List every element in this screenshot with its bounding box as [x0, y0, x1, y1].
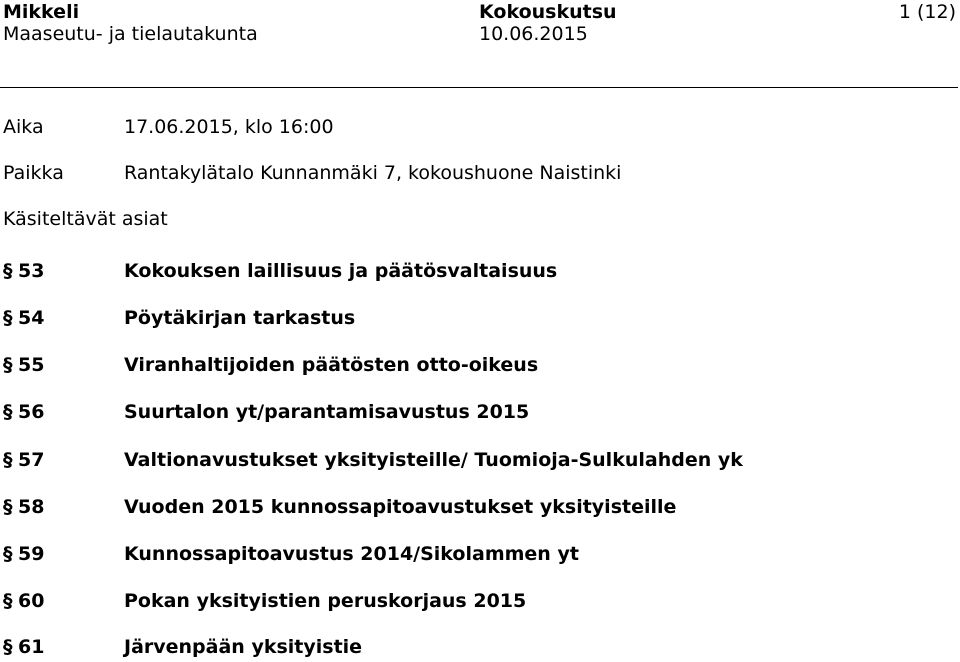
- agenda-item[interactable]: [0, 496, 958, 522]
- agenda-item-title: Viranhaltijoiden päätösten otto-oikeus: [124, 354, 539, 376]
- agenda-item[interactable]: [0, 401, 958, 427]
- agenda-item-number: 54: [18, 307, 45, 329]
- header-divider: [0, 87, 958, 88]
- agenda-item-title: Pokan yksityistien peruskorjaus 2015: [124, 590, 527, 612]
- section-symbol: §: [3, 260, 13, 282]
- agenda-item-number: 60: [18, 590, 45, 612]
- time-value: 17.06.2015, klo 16:00: [124, 116, 334, 138]
- section-symbol: §: [3, 401, 13, 423]
- agenda-item-number: 57: [18, 449, 45, 471]
- municipality-name: Mikkeli: [3, 1, 80, 23]
- agenda-item[interactable]: [0, 260, 958, 286]
- agenda-item-title: Vuoden 2015 kunnossapitoavustukset yksityisteille: [124, 496, 677, 518]
- agenda-item[interactable]: [0, 449, 958, 475]
- place-value: Rantakylätalo Kunnanmäki 7, kokoushuone Naistinki: [124, 162, 622, 184]
- board-name: Maaseutu- ja tielautakunta: [3, 23, 258, 45]
- agenda-item[interactable]: [0, 590, 958, 616]
- agenda-item-title: Pöytäkirjan tarkastus: [124, 307, 356, 329]
- section-symbol: §: [3, 307, 13, 329]
- agenda-item-number: 53: [18, 260, 45, 282]
- agenda-item-title: Kokouksen laillisuus ja päätösvaltaisuus: [124, 260, 558, 282]
- agenda-item[interactable]: [0, 354, 958, 380]
- agenda-item-number: 58: [18, 496, 45, 518]
- section-symbol: §: [3, 636, 13, 658]
- time-label: Aika: [3, 116, 44, 138]
- agenda-item[interactable]: [0, 636, 958, 662]
- agenda-item-number: 59: [18, 543, 45, 565]
- agenda-item-number: 56: [18, 401, 45, 423]
- agenda-item-number: 61: [18, 636, 45, 658]
- agenda-item-title: Järvenpään yksityistie: [124, 636, 363, 658]
- document-type: Kokouskutsu: [479, 1, 617, 23]
- agenda-item[interactable]: [0, 307, 958, 333]
- agenda-item[interactable]: [0, 543, 958, 569]
- agenda-item-number: 55: [18, 354, 45, 376]
- section-symbol: §: [3, 354, 13, 376]
- document-date: 10.06.2015: [479, 23, 588, 45]
- section-symbol: §: [3, 496, 13, 518]
- section-symbol: §: [3, 590, 13, 612]
- agenda-item-title: Suurtalon yt/parantamisavustus 2015: [124, 401, 530, 423]
- agenda-item-title: Kunnossapitoavustus 2014/Sikolammen yt: [124, 543, 579, 565]
- section-symbol: §: [3, 543, 13, 565]
- page-number: 1 (12): [898, 1, 956, 23]
- agenda-item-title: Valtionavustukset yksityisteille/ Tuomioja-Sulkulahden yk: [124, 449, 743, 471]
- section-symbol: §: [3, 449, 13, 471]
- place-label: Paikka: [3, 162, 64, 184]
- agenda-heading: Käsiteltävät asiat: [3, 208, 168, 230]
